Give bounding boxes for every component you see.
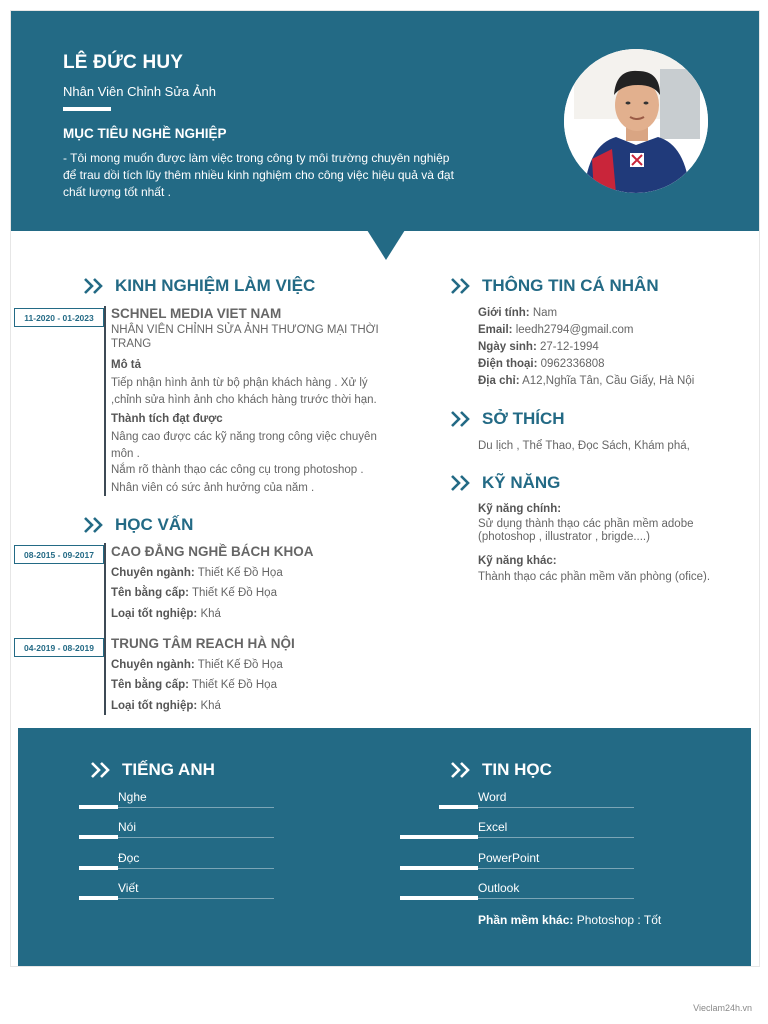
double-chevron-icon <box>450 277 472 295</box>
skill-level-bar <box>79 805 118 809</box>
grade-line: Loại tốt nghiệp: Khá <box>111 700 221 712</box>
section-title: KINH NGHIỆM LÀM VIỆC <box>115 276 316 295</box>
watermark: Vieclam24h.vn <box>693 1003 752 1013</box>
skill-track <box>118 868 274 869</box>
gender-line: Giới tính: Nam <box>478 307 558 319</box>
other-software-line: Phần mềm khác: Photoshop : Tốt <box>478 913 662 927</box>
section-title: TIẾNG ANH <box>122 760 215 779</box>
skill-level-bar <box>439 805 478 809</box>
section-english-heading <box>90 760 215 780</box>
achievements-label: Thành tích đạt được <box>111 413 223 425</box>
date-range: 08-2015 - 09-2017 <box>14 545 104 564</box>
double-chevron-icon <box>450 474 472 492</box>
hobbies-text: Du lịch , Thể Thao, Đọc Sách, Khám phá, <box>478 440 690 452</box>
double-chevron-icon <box>450 410 472 428</box>
skill-level-bar <box>79 866 118 870</box>
candidate-name: LÊ ĐỨC HUY <box>63 52 184 73</box>
dob-line: Ngày sinh: 27-12-1994 <box>478 341 599 353</box>
skill-name: Viết <box>118 881 139 895</box>
school-name: TRUNG TÂM REACH HÀ NỘI <box>111 636 295 651</box>
header-divider <box>63 107 111 111</box>
main-skills-text: Sử dụng thành thạo các phần mềm adobe (photoshop , illustrator , brigde....) <box>478 518 694 543</box>
header-pointer <box>367 230 405 260</box>
double-chevron-icon <box>83 277 105 295</box>
skill-track <box>478 868 634 869</box>
experience-timeline <box>104 306 106 496</box>
skill-track <box>478 807 634 808</box>
section-personal-heading <box>450 276 659 296</box>
major-line: Chuyên ngành: Thiết Kế Đồ Họa <box>111 659 283 671</box>
skill-track <box>478 837 634 838</box>
section-education-heading <box>83 515 193 535</box>
section-experience-heading <box>83 276 315 296</box>
skill-track <box>478 898 634 899</box>
grade-line: Loại tốt nghiệp: Khá <box>111 608 221 620</box>
achievement-item: Nắm rõ thành thạo các công cụ trong photoshop . <box>111 464 364 476</box>
section-it-heading <box>450 760 552 780</box>
skill-name: Nghe <box>118 790 147 804</box>
skill-name: Outlook <box>478 881 520 895</box>
main-skills-label: Kỹ năng chính: <box>478 503 562 515</box>
skill-name: Nói <box>118 820 137 834</box>
other-skills-label: Kỹ năng khác: <box>478 555 557 567</box>
skill-level-bar <box>400 866 478 870</box>
education-timeline <box>104 543 106 715</box>
section-title: KỸ NĂNG <box>482 473 561 492</box>
skills-band <box>18 728 751 966</box>
company-name: SCHNEL MEDIA VIET NAM <box>111 306 282 321</box>
skill-track <box>118 807 274 808</box>
avatar-photo <box>564 49 708 193</box>
job-description: Tiếp nhận hình ảnh từ bộ phận khách hàng . Xử lý ,chỉnh sửa hình ảnh cho khách hàng trước thời hạn. <box>111 377 377 406</box>
date-range: 11-2020 - 01-2023 <box>14 308 104 327</box>
candidate-position: Nhân Viên Chỉnh Sửa Ảnh <box>63 84 217 99</box>
email-line: Email: leedh2794@gmail.com <box>478 324 634 336</box>
skill-level-bar <box>400 835 478 839</box>
degree-line: Tên bằng cấp: Thiết Kế Đồ Họa <box>111 587 277 599</box>
skill-track <box>118 837 274 838</box>
avatar <box>564 49 708 193</box>
double-chevron-icon <box>90 761 112 779</box>
section-title: THÔNG TIN CÁ NHÂN <box>482 276 659 295</box>
objective-title: MỤC TIÊU NGHỀ NGHIỆP <box>63 126 227 141</box>
skill-level-bar <box>79 896 118 900</box>
skill-track <box>118 898 274 899</box>
skill-level-bar <box>400 896 478 900</box>
double-chevron-icon <box>450 761 472 779</box>
section-title: HỌC VẤN <box>115 515 194 534</box>
skill-name: Excel <box>478 820 508 834</box>
section-skills-heading <box>450 473 560 493</box>
skill-name: PowerPoint <box>478 851 540 865</box>
achievement-item: Nhân viên có sức ảnh hưởng của năm . <box>111 482 315 494</box>
skill-name: Đọc <box>118 851 140 865</box>
objective-text: - Tôi mong muốn được làm việc trong công ty môi trường chuyên nghiệp để trau dồi tích lũy thêm nhiều kinh nghiệm cho công việc hiệu quả và đạt chất lượng tốt nhất . <box>63 151 454 199</box>
school-name: CAO ĐẲNG NGHỀ BÁCH KHOA <box>111 544 314 559</box>
major-line: Chuyên ngành: Thiết Kế Đồ Họa <box>111 567 283 579</box>
section-hobbies-heading <box>450 409 565 429</box>
skill-name: Word <box>478 790 507 804</box>
address-line: Địa chỉ: A12,Nghĩa Tân, Cầu Giấy, Hà Nội <box>478 375 695 387</box>
other-skills-text: Thành thạo các phần mềm văn phòng (ofice). <box>478 571 711 583</box>
phone-line: Điện thoại: 0962336808 <box>478 358 605 370</box>
section-title: TIN HỌC <box>482 760 552 779</box>
double-chevron-icon <box>83 516 105 534</box>
achievement-item: Nâng cao được các kỹ năng trong công việc chuyên môn . <box>111 431 377 460</box>
date-range: 04-2019 - 08-2019 <box>14 638 104 657</box>
skill-level-bar <box>79 835 118 839</box>
job-role: NHÂN VIÊN CHỈNH SỬA ẢNH THƯƠNG MẠI THỜI TRANG <box>111 324 379 350</box>
description-label: Mô tả <box>111 359 142 371</box>
section-title: SỞ THÍCH <box>482 409 565 428</box>
degree-line: Tên bằng cấp: Thiết Kế Đồ Họa <box>111 679 277 691</box>
